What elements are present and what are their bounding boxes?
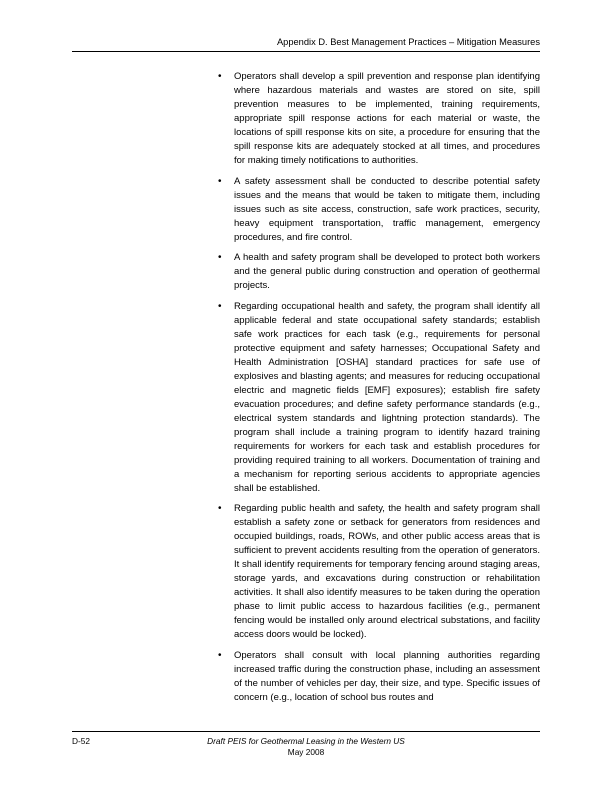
page-number: D-52	[72, 736, 90, 746]
header-title: Appendix D. Best Management Practices – Mitigation Measures	[276, 37, 540, 47]
bullet-item	[216, 649, 540, 705]
bullet-item	[216, 175, 540, 245]
document-date: May 2008	[287, 747, 325, 757]
bullet-icon: •	[218, 71, 222, 82]
bullet-item	[216, 300, 540, 496]
bullet-text: Operators shall develop a spill prevention and response plan identifying where hazardous materials and wastes are stored on site, spill prevention measures to be implemented, training requirements, appropriate spill response actions for each material or waste, the locations of spill response kits on site, a procedure for ensuring that the spill response kits are adequately stocked at all times, and procedures for making timely notifications to authorities.	[234, 71, 540, 166]
bullet-icon: •	[218, 252, 222, 263]
bullet-list	[216, 70, 540, 705]
bullet-text: A safety assessment shall be conducted to describe potential safety issues and the means that would be taken to mitigate them, including issues such as site access, construction, safe work practices, security, heavy equipment transportation, traffic management, emergency procedures, and fire control.	[234, 175, 540, 243]
bullet-text: Operators shall consult with local planning authorities regarding increased traffic during the construction phase, including an assessment of the number of vehicles per day, their size, and type. Specific issues of concern (e.g., location of school bus routes and	[234, 649, 540, 703]
bullet-item	[216, 251, 540, 293]
bullet-icon: •	[218, 649, 222, 661]
page-header	[72, 37, 540, 52]
bullet-icon: •	[218, 503, 222, 514]
bullet-icon: •	[218, 300, 222, 312]
page-footer	[72, 731, 540, 757]
bullet-text: A health and safety program shall be developed to protect both workers and the general public during construction and operation of geothermal projects.	[234, 252, 540, 291]
bullet-text: Regarding occupational health and safety, the program shall identify all applicable federal and state occupational safety standards; establish safe work practices for each task (e.g., requirements for personal protective equipment and safety harnesses; Occupational Safety and Health Administration [OSHA] standard practices for safe use of explosives and blasting agents; and measures for reducing occupational electric and magnetic fields [EMF] exposures); establish fire safety evacuation procedures; and define safety performance standards (e.g., electrical system standards and lightning protection standards). The program shall include a training program to identify hazard training requirements for workers for each task and establish procedures for providing required training to all workers. Documentation of training and a mechanism for reporting serious accidents to appropriate agencies shall be established.	[234, 300, 540, 494]
bullet-item	[216, 502, 540, 642]
bullet-icon: •	[218, 175, 222, 187]
page-body	[216, 70, 540, 711]
bullet-item	[216, 70, 540, 168]
bullet-text: Regarding public health and safety, the health and safety program shall establish a safety zone or setback for generators from residences and occupied buildings, roads, ROWs, and other public access areas that is sufficient to prevent accidents resulting from the operation of generators. It shall identify requirements for temporary fencing around staging areas, storage yards, and excavations during construction or rehabilitation activities. It shall also identify measures to be taken during the operation phase to limit public access to hazardous facilities (e.g., permanent fencing would be installed only around electrical substations, and facility access doors would be locked).	[234, 503, 540, 640]
document-title: Draft PEIS for Geothermal Leasing in the Western US	[207, 736, 405, 746]
